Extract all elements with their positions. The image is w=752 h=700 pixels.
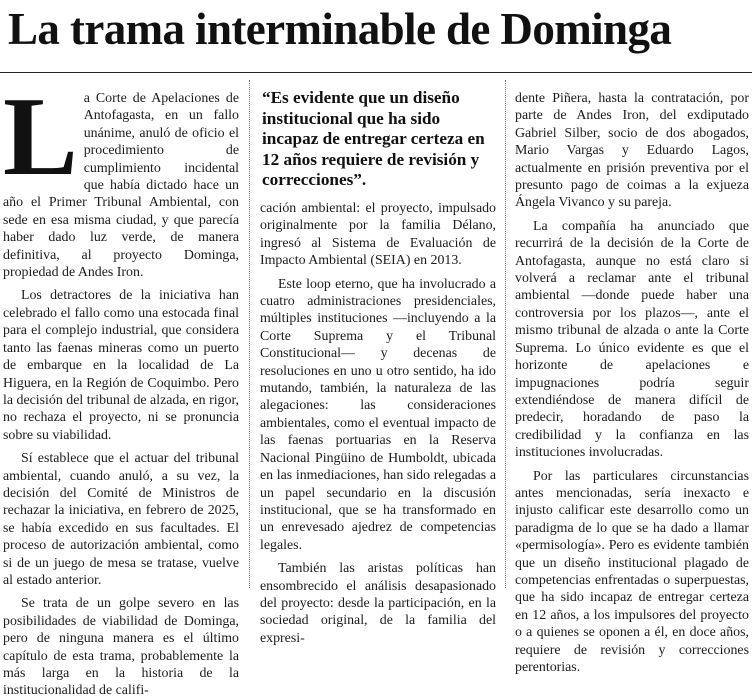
paragraph-10: Por las particulares circunstancias antes mencionadas, sería inexacto e injusto calificar este desarrollo como un paradigma de lo que se ha dado a llamar «permisología». Pero es evidente también que un diseño institucional plagado de competencias enfrentadas o superpuestas, que ha sido incapaz de entregar certeza en 12 años, a los impulsores del proyecto o a quienes se oponen a él, en doce años, requiere de revisión y correcciones perentorias. — [515, 468, 749, 675]
headline-rule — [0, 72, 752, 73]
paragraph-2: Los detractores de la iniciativa han celebrado el fallo como una estocada final para el complejo industrial, que considera tanto las faenas mineras como un puerto de embarque en la localidad de La Higuera, en la Región de Coquimbo. Pero la decisión del tribunal de alzada, en rigor, no rechaza el proyecto, ni se pronuncia sobre su viabilidad. — [3, 288, 239, 443]
paragraph-1 — [3, 75, 239, 281]
paragraph-3: Sí establece que el actuar del tribunal ambiental, cuando anuló, a su vez, la decisión del Comité de Ministros de rechazar la iniciativa, en febrero de 2025, se había excedido en sus facultades. El proceso de autorización ambiental, como si de un juego de mesa se tratase, vuelve al estado anterior. — [3, 451, 239, 588]
column-divider-1 — [249, 80, 250, 588]
drop-cap: L — [3, 75, 78, 199]
paragraph-8: dente Piñera, hasta la contratación, por parte de Andes Iron, del exdiputado Gabriel Silber, socio de dos abogados, Mario Vargas y Eduardo Lagos, actualmente en prisión preventiva por el presunto pago de coimas a la exjueza Ángela Vivanco y su pareja. — [515, 91, 749, 211]
paragraph-7: También las aristas políticas han ensombrecido el análisis desapasionado del proyecto: desde la participación, en la sociedad original, de la familia del expresi- — [260, 561, 496, 646]
paragraph-6: Este loop eterno, que ha involucrado a cuatro administraciones presidenciales, múltiples instituciones —incluyendo a la Corte Suprema y el Tribunal Constitucional— y decenas de resoluciones en uno u otro sentido, ha ido mutando, también, la naturaleza de las alegaciones: las consideraciones ambientales, como el eventual impacto de las faenas portuarias en la Reserva Nacional Pingüino de Humboldt, ubicada en las inmediaciones, han sido relegadas a un papel secundario en la discusión institucional, que se ha transformado en un enrevesado ajedrez de competencias legales. — [260, 276, 496, 553]
paragraph-4: Se trata de un golpe severo en las posibilidades de viabilidad de Dominga, pero de ninguna manera es el último capítulo de esta trama, probablemente la más larga en la historia de la institucionalidad de califi- — [3, 596, 239, 699]
headline: La trama interminable de Dominga — [8, 4, 672, 54]
column-divider-2 — [505, 80, 506, 588]
paragraph-5: cación ambiental: el proyecto, impulsado originalmente por la familia Délano, ingresó al Sistema de Evaluación de Impacto Ambiental (SEIA) en 2013. — [260, 201, 496, 269]
pull-quote: “Es evidente que un diseño institucional que ha sido incapaz de entregar certeza en 12 años requiere de revisión y correcciones”. — [262, 88, 485, 190]
column-3 — [515, 90, 749, 676]
column-2 — [260, 200, 496, 647]
paragraph-9: La compañía ha anunciado que recurrirá de la decisión de la Corte de Antofagasta, aunque no está claro si volverá a reclamar ante el tribunal ambiental —donde puede haber una controversia por los plazos—, ante el mismo tribunal de alzada o ante la Corte Suprema. Lo único evidente es que el horizonte de apelaciones e impugnaciones podría seguir extendiéndose de manera difícil de predecir, horadando de paso la credibilidad y la confianza en las instituciones involucradas. — [515, 218, 749, 461]
paragraph-1-text: a Corte de Apelaciones de Antofagasta, en un fallo unánime, anuló de oficio el procedimiento de cumplimiento incidental que había dictado hace un año el Primer Tribunal Ambiental, con sede en esa misma ciudad, y que parecía haber dado luz verde, de manera definitiva, al proyecto Dominga, propiedad de Andes Iron. — [3, 91, 239, 281]
column-1 — [3, 75, 239, 700]
